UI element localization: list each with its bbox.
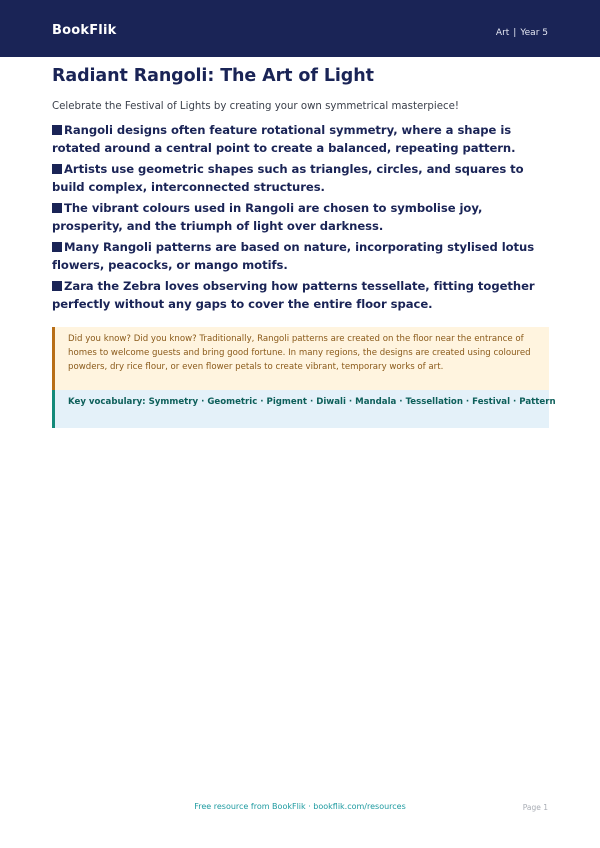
fact-item — [52, 122, 548, 157]
top-header-bar — [0, 0, 600, 57]
fact-text: Rangoli designs often feature rotational symmetry, where a shape is rotated around a central point to create a balanced, repeating pattern. — [52, 123, 516, 155]
vocabulary-text: Key vocabulary: Symmetry · Geometric · Pigment · Diwali · Mandala · Tessellation · Festival · Pattern — [68, 397, 556, 407]
brand-logo-text[interactable]: BookFlik — [52, 23, 117, 38]
subject-year-meta — [496, 28, 548, 38]
page-subtitle: Celebrate the Festival of Lights by creating your own symmetrical masterpiece! — [52, 101, 459, 112]
fact-text: Many Rangoli patterns are based on nature, incorporating stylised lotus flowers, peacocks, or mango motifs. — [52, 240, 535, 272]
fact-item — [52, 239, 548, 274]
footer-resource-link[interactable]: Free resource from BookFlik · bookflik.com/resources — [194, 802, 406, 811]
did-you-know-callout — [52, 327, 549, 390]
fact-item — [52, 278, 548, 313]
page-title: Radiant Rangoli: The Art of Light — [52, 66, 374, 86]
fact-text: The vibrant colours used in Rangoli are chosen to symbolise joy, prosperity, and the triumph of light over darkness. — [52, 201, 483, 233]
callout-text: Did you know? Did you know? Traditionally, Rangoli patterns are created on the floor near the entrance of homes to welcome guests and bring good fortune. In many regions, the designs are created using coloured powders, dry rice flour, or even flower petals to create vibrant, temporary works of art. — [68, 334, 531, 372]
page-number: Page 1 — [522, 803, 548, 812]
square-bullet-icon — [52, 281, 62, 291]
fact-item — [52, 161, 548, 196]
square-bullet-icon — [52, 164, 62, 174]
key-vocabulary-box — [52, 390, 556, 428]
meta-separator: | — [513, 28, 517, 38]
fact-list — [52, 122, 548, 317]
square-bullet-icon — [52, 203, 62, 213]
square-bullet-icon — [52, 125, 62, 135]
fact-text: Zara the Zebra loves observing how patterns tessellate, fitting together perfectly without any gaps to cover the entire floor space. — [52, 279, 535, 311]
fact-text: Artists use geometric shapes such as triangles, circles, and squares to build complex, interconnected structures. — [52, 162, 524, 194]
subject-label: Art — [495, 28, 510, 38]
year-label: Year 5 — [520, 28, 548, 38]
square-bullet-icon — [52, 242, 62, 252]
fact-item — [52, 200, 548, 235]
